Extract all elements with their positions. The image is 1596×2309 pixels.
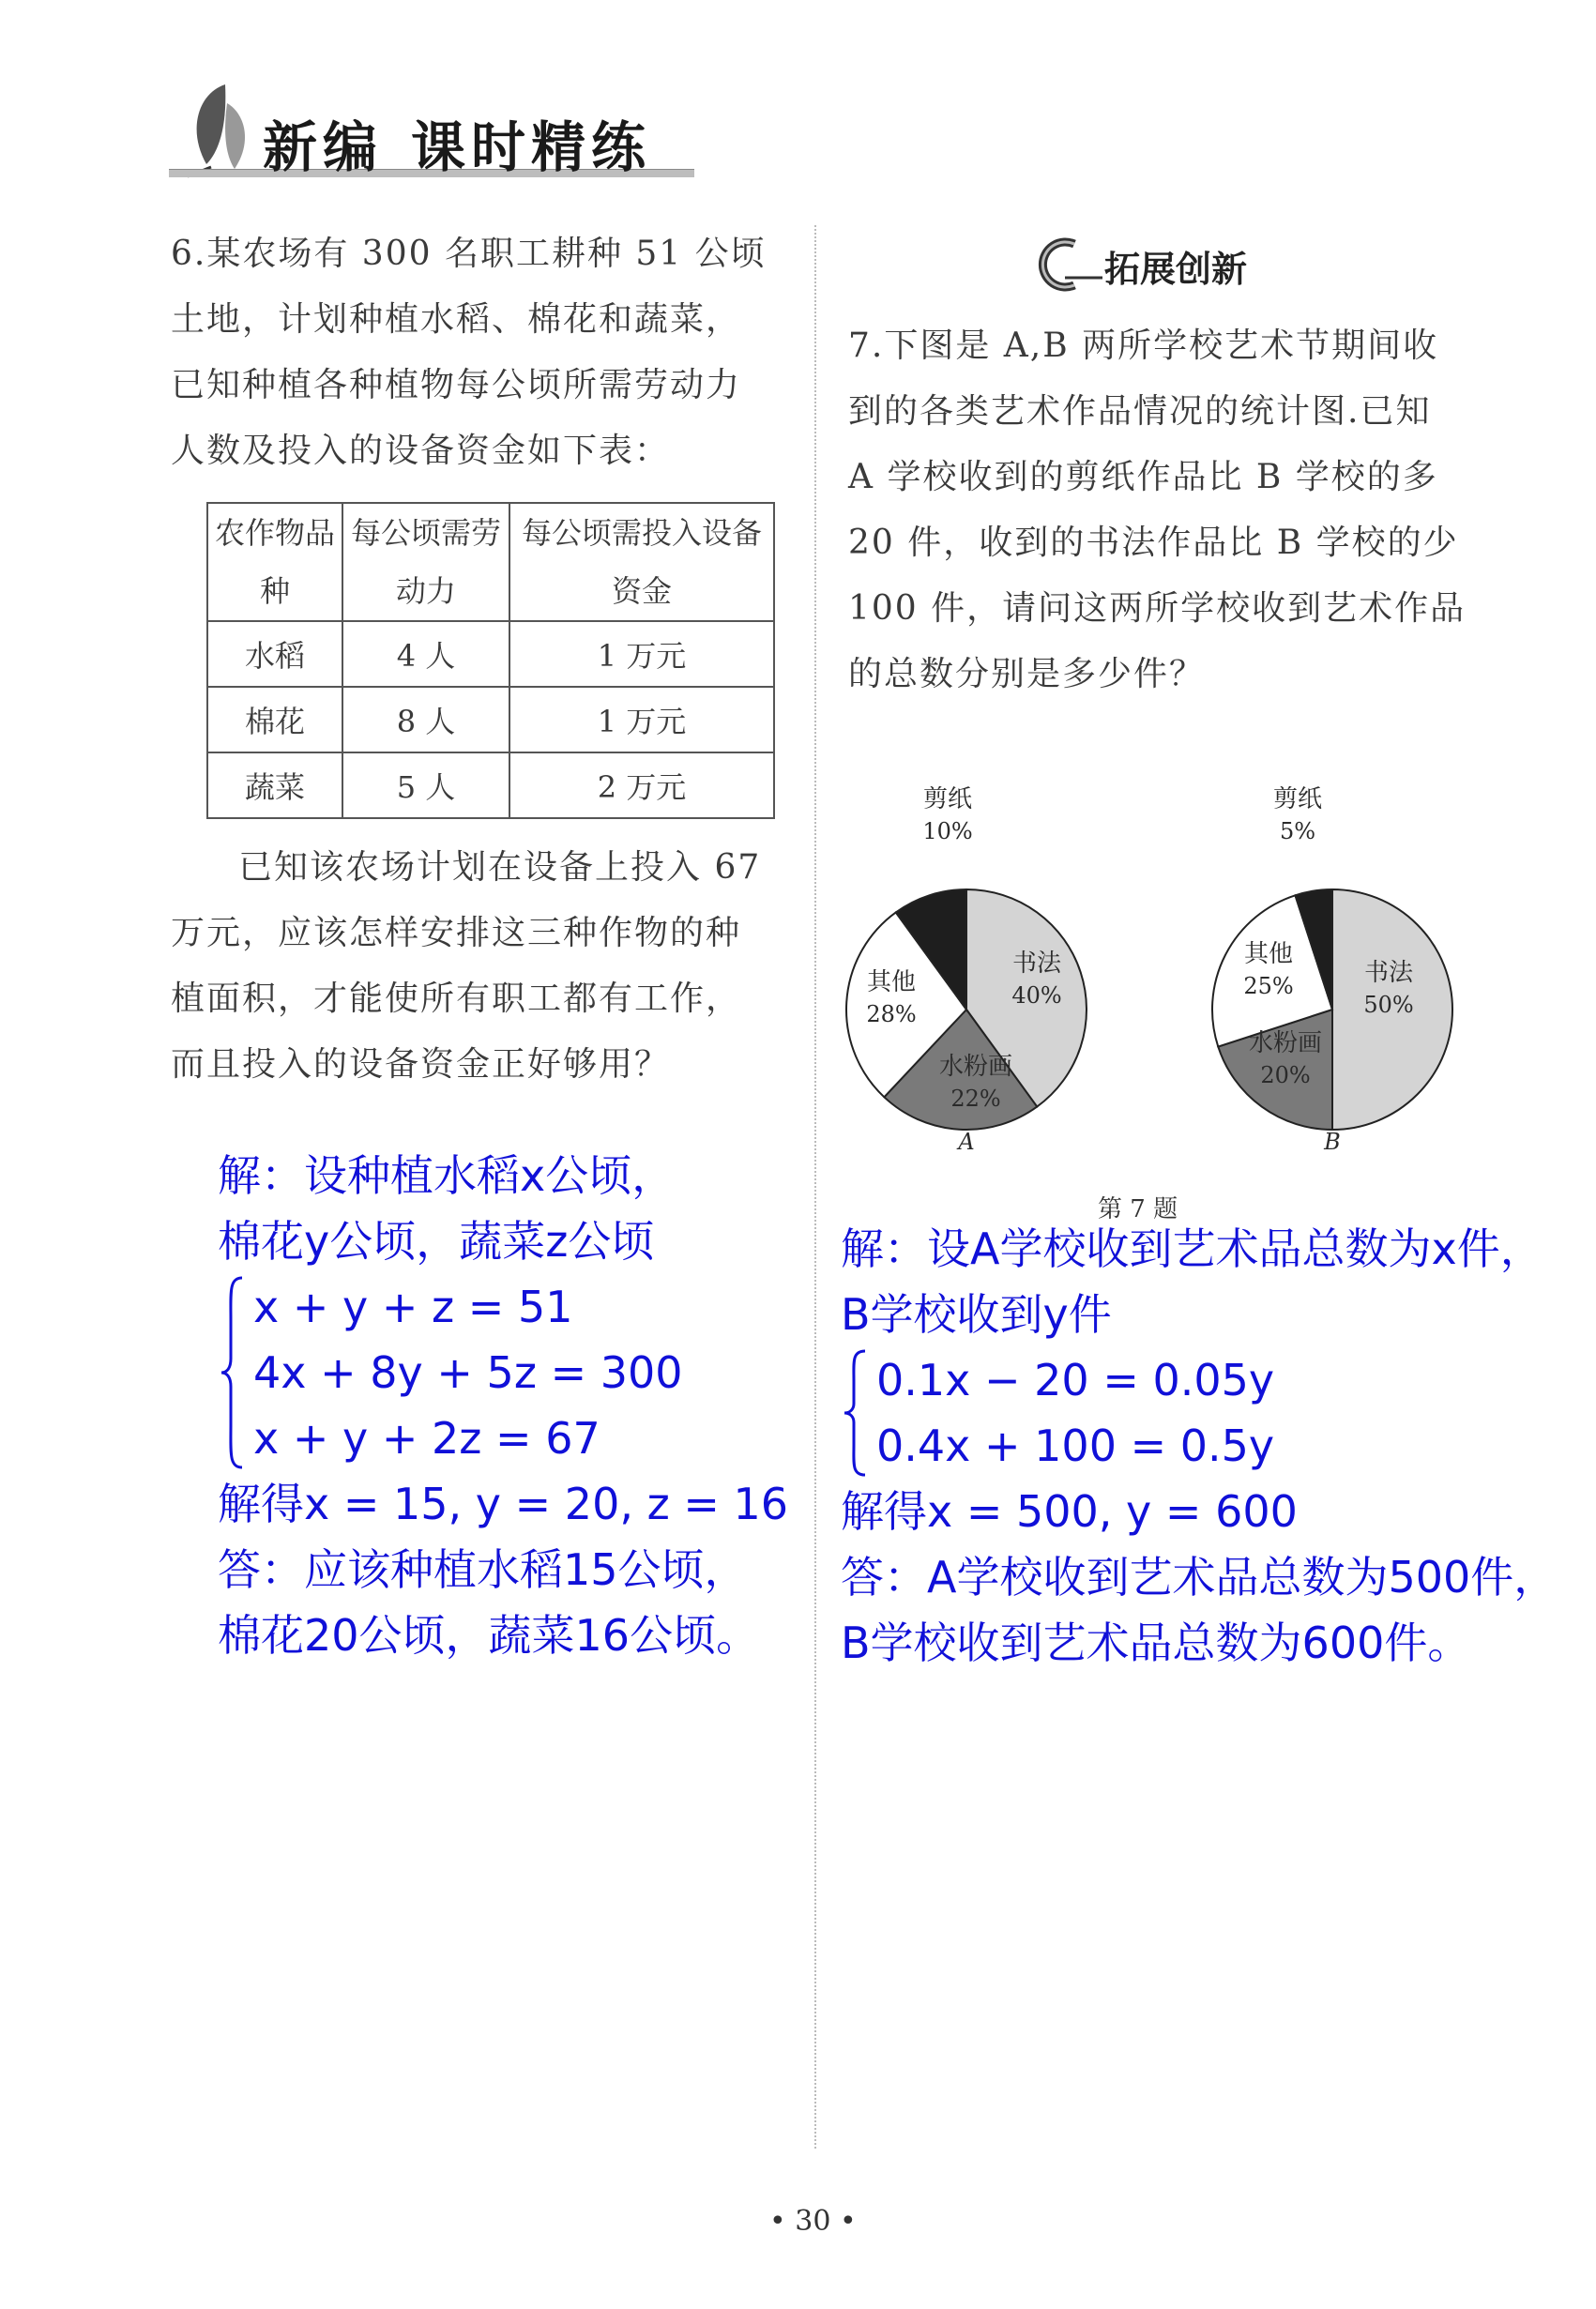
slice-label: 水粉画: [938, 1053, 1013, 1081]
table-row: [207, 752, 774, 818]
answer-6-conclusion-1: 答：应该种植水稻15公顷，: [218, 1544, 748, 1595]
answer-7-conclusion-1: 答：A学校收到艺术品总数为500件，: [841, 1552, 1558, 1603]
question-7-text: 7.下图是 A,B 两所学校艺术节期间收到的各类艺术作品情况的统计图.已知 A 学校收到的剪纸作品比 B 学校的多 20 件，收到的书法作品比 B 学校的少 100 件，请问这两所学校收到艺术作品的总数分别是多少件？: [848, 327, 1467, 693]
answer-6-line1: 解：设种植水稻x公顷，: [218, 1150, 676, 1201]
answer-7-line2: B学校收到y件: [841, 1289, 1112, 1340]
slice-label: 书法: [1363, 959, 1414, 987]
equation-1: x + y + z = 51: [253, 1282, 573, 1332]
header-title-part2: 课时精练: [411, 115, 652, 179]
table-header-cell: 农作物品种: [207, 503, 342, 621]
table-cell: 8 人: [342, 687, 509, 752]
slice-label: 水粉画: [1248, 1029, 1323, 1057]
answer-6-system: [218, 1274, 788, 1471]
page-header: [169, 75, 694, 197]
labor-capital-table: [206, 502, 775, 819]
table-header-cell: 每公顷需投入设备资金: [509, 503, 774, 621]
table-cell: 蔬菜: [207, 752, 342, 818]
answer-6-line2: 棉花y公顷，蔬菜z公顷: [218, 1216, 655, 1267]
table-row: [207, 687, 774, 752]
question-6: [171, 221, 771, 484]
figure-caption: 第 7 题: [1098, 1195, 1178, 1223]
brace-icon: [218, 1274, 246, 1471]
answer-6: [218, 1143, 788, 1668]
section-c-icon: [1027, 236, 1102, 293]
table-cell: 2 万元: [509, 752, 774, 818]
table-row: [207, 621, 774, 687]
pie-chart-b: [1212, 785, 1452, 1155]
table-cell: 1 万元: [509, 621, 774, 687]
question-6-followup: 已知该农场计划在设备上投入 67 万元，应该怎样安排这三种作物的种植面积，才能使所有职工都有工作，而且投入的设备资金正好够用？: [171, 848, 762, 1084]
pie-charts: [844, 779, 1482, 1220]
slice-label: 书法: [1011, 949, 1062, 978]
equation-2: 4x + 8y + 5z = 300: [253, 1347, 683, 1398]
slice-label: 剪纸: [922, 785, 973, 813]
answer-7-line1: 解：设A学校收到艺术品总数为x件，: [841, 1223, 1543, 1274]
table-cell: 5 人: [342, 752, 509, 818]
pie-chart-a: [846, 785, 1087, 1155]
answer-7-conclusion-2: B学校收到艺术品总数为600件。: [841, 1618, 1471, 1668]
slice-value-label: 20%: [1260, 1062, 1311, 1088]
slice-value-label: 40%: [1011, 982, 1062, 1009]
pie-chart-title: B: [1324, 1129, 1341, 1155]
slice-label: 其他: [866, 968, 917, 996]
slice-label: 剪纸: [1272, 785, 1323, 813]
equation-3: x + y + 2z = 67: [253, 1413, 600, 1464]
brace-icon: [841, 1347, 869, 1479]
slice-label: 其他: [1243, 940, 1294, 968]
answer-7-solution: 解得x = 500, y = 600: [841, 1486, 1298, 1537]
slice-value-label: 5%: [1279, 818, 1316, 844]
table-header-cell: 每公顷需劳动力: [342, 503, 509, 621]
section-badge: [1027, 236, 1271, 293]
page-number: • 30 •: [769, 2205, 857, 2238]
slice-value-label: 22%: [950, 1086, 1001, 1112]
table-cell: 4 人: [342, 621, 509, 687]
column-divider: [814, 225, 816, 2149]
table-cell: 1 万元: [509, 687, 774, 752]
section-label: 拓展创新: [1104, 249, 1248, 290]
slice-value-label: 10%: [922, 818, 973, 844]
butterfly-icon: [169, 75, 263, 178]
table-cell: 棉花: [207, 687, 342, 752]
slice-value-label: 28%: [866, 1001, 917, 1027]
answer-7-system: [841, 1347, 1557, 1479]
header-title-part1: 新编: [263, 115, 384, 179]
answer-6-conclusion-2: 棉花20公顷，蔬菜16公顷。: [218, 1610, 760, 1661]
equation-1: 0.1x − 20 = 0.05y: [876, 1355, 1275, 1405]
header-title: [263, 103, 651, 182]
pie-chart-title: A: [958, 1129, 975, 1155]
answer-7: [841, 1216, 1557, 1676]
equation-2: 0.4x + 100 = 0.5y: [876, 1420, 1275, 1471]
question-6-text: 6.某农场有 300 名职工耕种 51 公顷土地，计划种植水稻、棉花和蔬菜，已知种植各种植物每公顷所需劳动力人数及投入的设备资金如下表：: [171, 235, 767, 470]
slice-value-label: 50%: [1363, 992, 1414, 1018]
slice-value-label: 25%: [1243, 973, 1294, 999]
answer-6-solution: 解得x = 15, y = 20, z = 16: [218, 1479, 789, 1529]
table-cell: 水稻: [207, 621, 342, 687]
table-header-row: [207, 503, 774, 621]
